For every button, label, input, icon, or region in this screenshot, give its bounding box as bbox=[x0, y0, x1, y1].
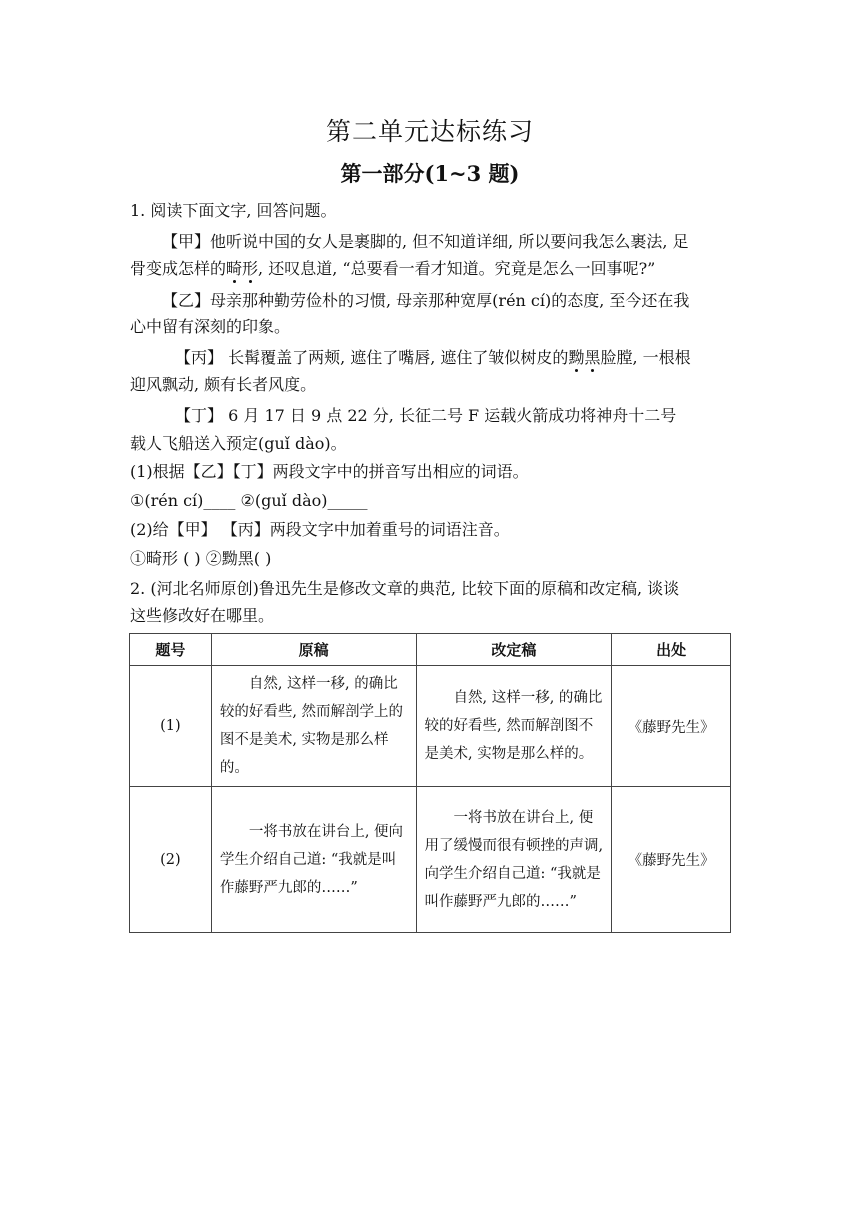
text-segment: 骨变成怎样的 bbox=[130, 259, 227, 278]
page-title: 第二单元达标练习 bbox=[325, 117, 534, 146]
original-text: 一将书放在讲台上, 便向学生介绍自己道: “我就是叫作藤野严九郎的……” bbox=[219, 823, 404, 896]
q2-prompt-line1: 2. (河北名师原创)鲁迅先生是修改文章的典范, 比较下面的原稿和改定稿, 谈谈 bbox=[130, 579, 680, 598]
q1-sub2-blanks: ①畸形 ( ) ②黝黑( ) bbox=[130, 549, 272, 568]
passage-bing-line2: 迎风飘动, 颇有长者风度。 bbox=[130, 375, 317, 394]
revision-table bbox=[129, 633, 731, 933]
passage-ding-line1: 【丁】 6 月 17 日 9 点 22 分, 长征二号 F 运载火箭成功将神舟十二号 bbox=[175, 406, 677, 425]
emphasis-char: 形 bbox=[242, 259, 259, 278]
original-text: 自然, 这样一移, 的确比较的好看些, 然而解剖学上的图不是美术, 实物是那么样的。 bbox=[219, 676, 404, 776]
column-header: 改定稿 bbox=[416, 634, 612, 666]
row-number: (2) bbox=[130, 787, 212, 933]
source-cell: 《藤野先生》 bbox=[612, 787, 731, 933]
passage-yi-line2: 心中留有深刻的印象。 bbox=[130, 317, 291, 336]
revised-text: 一将书放在讲台上, 便用了缓慢而很有顿挫的声调, 向学生介绍自己道: “我就是叫作藤野严九郎的……” bbox=[424, 809, 604, 910]
emphasis-char: 黑 bbox=[584, 348, 601, 367]
column-header: 题号 bbox=[130, 634, 212, 666]
table-header-row bbox=[130, 634, 731, 666]
revised-text: 自然, 这样一移, 的确比较的好看些, 然而解剖图不是美术, 实物是那么样的。 bbox=[424, 690, 603, 762]
original-text-cell bbox=[211, 787, 416, 933]
passage-yi-line1: 【乙】母亲那种勤劳俭朴的习惯, 母亲那种宽厚(rén cí)的态度, 至今还在我 bbox=[162, 291, 690, 310]
passage-bing-line1 bbox=[175, 347, 691, 369]
section-subtitle: 第一部分(1~3 题) bbox=[340, 161, 520, 186]
table-row bbox=[130, 787, 731, 933]
q2-prompt-line2: 这些修改好在哪里。 bbox=[130, 606, 275, 625]
emphasis-char: 畸 bbox=[226, 259, 243, 278]
passage-ding-line2: 载人飞船送入预定(guǐ dào)。 bbox=[130, 434, 347, 453]
text-segment: 【丙】 长髯覆盖了两颊, 遮住了嘴唇, 遮住了皱似树皮的 bbox=[175, 348, 569, 367]
column-header: 出处 bbox=[612, 634, 731, 666]
column-header: 原稿 bbox=[211, 634, 416, 666]
text-segment: , 还叹息道, “总要看一看才知道。究竟是怎么一回事呢?” bbox=[258, 259, 656, 278]
q1-prompt: 1. 阅读下面文字, 回答问题。 bbox=[130, 201, 337, 220]
passage-jia-line1: 【甲】他听说中国的女人是裹脚的, 但不知道详细, 所以要问我怎么裹法, 足 bbox=[162, 232, 689, 251]
passage-jia-line2 bbox=[130, 258, 655, 280]
q1-sub2: (2)给【甲】 【丙】两段文字中加着重号的词语注音。 bbox=[130, 520, 510, 539]
source-cell: 《藤野先生》 bbox=[612, 666, 731, 787]
revised-text-cell bbox=[416, 666, 612, 787]
q1-sub1-blanks: ①(rén cí)____ ②(guǐ dào)_____ bbox=[130, 491, 368, 510]
emphasis-char: 黝 bbox=[568, 348, 585, 367]
row-number: (1) bbox=[130, 666, 212, 787]
text-segment: 脸膛, 一根根 bbox=[600, 348, 691, 367]
revised-text-cell bbox=[416, 787, 612, 933]
q1-sub1: (1)根据【乙】【丁】两段文字中的拼音写出相应的词语。 bbox=[130, 462, 529, 481]
table-row bbox=[130, 666, 731, 787]
original-text-cell bbox=[211, 666, 416, 787]
